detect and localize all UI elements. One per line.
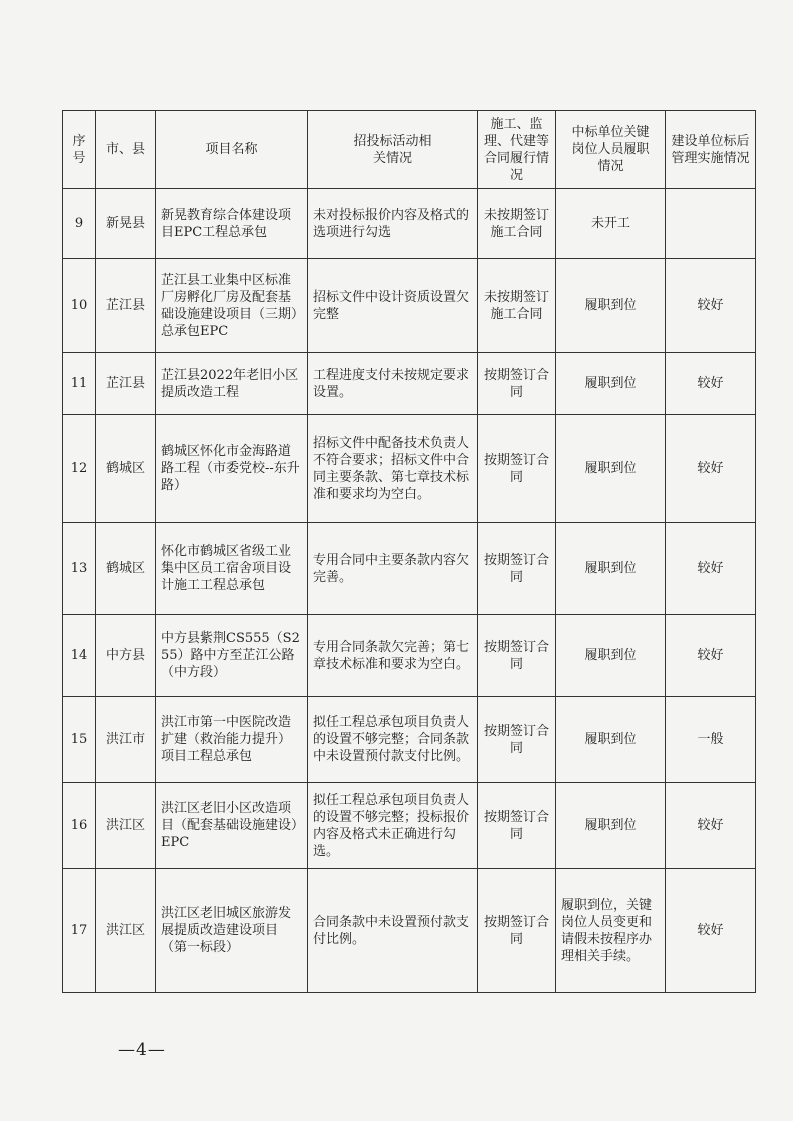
cell-contract: 按期签订合同 — [478, 353, 556, 415]
cell-personnel: 履职到位 — [556, 353, 666, 415]
cell-contract: 按期签订合同 — [478, 615, 556, 697]
cell-project: 鹤城区怀化市金海路道路工程（市委党校--东升路） — [156, 415, 308, 523]
cell-project: 芷江县2022年老旧小区提质改造工程 — [156, 353, 308, 415]
table-row — [63, 189, 756, 259]
cell-personnel: 履职到位，关键岗位人员变更和请假未按程序办理相关手续。 — [556, 869, 666, 993]
cell-personnel: 履职到位 — [556, 697, 666, 783]
cell-bidding: 招标文件中配备技术负责人不符合要求；招标文件中合同主要条款、第七章技术标准和要求均为空白。 — [308, 415, 478, 523]
cell-bidding: 拟任工程总承包项目负责人的设置不够完整；投标报价内容及格式未正确进行勾选。 — [308, 783, 478, 869]
table-row — [63, 697, 756, 783]
cell-seq: 16 — [63, 783, 96, 869]
table-row — [63, 869, 756, 993]
header-seq: 序号 — [63, 111, 96, 189]
cell-personnel: 履职到位 — [556, 415, 666, 523]
cell-management: 较好 — [666, 353, 756, 415]
cell-county: 中方县 — [96, 615, 156, 697]
cell-contract: 按期签订合同 — [478, 869, 556, 993]
cell-personnel: 履职到位 — [556, 615, 666, 697]
cell-county: 芷江县 — [96, 259, 156, 353]
header-management: 建设单位标后管理实施情况 — [666, 111, 756, 189]
cell-contract: 未按期签订施工合同 — [478, 259, 556, 353]
header-contract: 施工、监理、代建等合同履行情况 — [478, 111, 556, 189]
cell-contract: 按期签订合同 — [478, 783, 556, 869]
cell-seq: 12 — [63, 415, 96, 523]
cell-seq: 15 — [63, 697, 96, 783]
cell-project: 中方县紫荆CS555（S255）路中方至芷江公路（中方段） — [156, 615, 308, 697]
cell-personnel: 履职到位 — [556, 523, 666, 615]
cell-county: 洪江市 — [96, 697, 156, 783]
table-header-row — [63, 111, 756, 189]
cell-project: 怀化市鹤城区省级工业集中区员工宿舍项目设计施工工程总承包 — [156, 523, 308, 615]
cell-management: 较好 — [666, 523, 756, 615]
project-table — [62, 110, 756, 993]
cell-county: 鹤城区 — [96, 523, 156, 615]
table-row — [63, 415, 756, 523]
cell-project: 芷江县工业集中区标准厂房孵化厂房及配套基础设施建设项目（三期）总承包EPC — [156, 259, 308, 353]
header-personnel: 中标单位关键岗位人员履职情况 — [556, 111, 666, 189]
cell-county: 新晃县 — [96, 189, 156, 259]
cell-contract: 未按期签订施工合同 — [478, 189, 556, 259]
cell-bidding: 招标文件中设计资质设置欠完整 — [308, 259, 478, 353]
cell-seq: 14 — [63, 615, 96, 697]
table-row — [63, 259, 756, 353]
cell-seq: 17 — [63, 869, 96, 993]
cell-county: 洪江区 — [96, 869, 156, 993]
header-county: 市、县 — [96, 111, 156, 189]
table-row — [63, 783, 756, 869]
cell-project: 洪江区老旧小区改造项目（配套基础设施建设）EPC — [156, 783, 308, 869]
cell-project: 洪江区老旧城区旅游发展提质改造建设项目（第一标段） — [156, 869, 308, 993]
cell-bidding: 工程进度支付未按规定要求设置。 — [308, 353, 478, 415]
cell-seq: 11 — [63, 353, 96, 415]
cell-personnel: 履职到位 — [556, 783, 666, 869]
cell-county: 芷江县 — [96, 353, 156, 415]
header-bidding: 招投标活动相关情况 — [308, 111, 478, 189]
table-row — [63, 523, 756, 615]
cell-bidding: 专用合同中主要条款内容欠完善。 — [308, 523, 478, 615]
cell-bidding: 拟任工程总承包项目负责人的设置不够完整；合同条款中未设置预付款支付比例。 — [308, 697, 478, 783]
cell-management — [666, 189, 756, 259]
cell-project: 洪江市第一中医院改造扩建（救治能力提升）项目工程总承包 — [156, 697, 308, 783]
cell-county: 鹤城区 — [96, 415, 156, 523]
table-row — [63, 615, 756, 697]
table-row — [63, 353, 756, 415]
cell-seq: 13 — [63, 523, 96, 615]
cell-management: 较好 — [666, 869, 756, 993]
cell-management: 较好 — [666, 783, 756, 869]
cell-seq: 10 — [63, 259, 96, 353]
cell-management: 较好 — [666, 259, 756, 353]
header-project: 项目名称 — [156, 111, 308, 189]
cell-contract: 按期签订合同 — [478, 523, 556, 615]
cell-contract: 按期签订合同 — [478, 697, 556, 783]
cell-seq: 9 — [63, 189, 96, 259]
cell-management: 一般 — [666, 697, 756, 783]
cell-personnel: 履职到位 — [556, 259, 666, 353]
page-number: —4— — [118, 1040, 166, 1060]
cell-bidding: 合同条款中未设置预付款支付比例。 — [308, 869, 478, 993]
cell-contract: 按期签订合同 — [478, 415, 556, 523]
cell-personnel: 未开工 — [556, 189, 666, 259]
cell-county: 洪江区 — [96, 783, 156, 869]
cell-project: 新晃教育综合体建设项目EPC工程总承包 — [156, 189, 308, 259]
cell-bidding: 专用合同条款欠完善；第七章技术标准和要求为空白。 — [308, 615, 478, 697]
cell-bidding: 未对投标报价内容及格式的选项进行勾选 — [308, 189, 478, 259]
cell-management: 较好 — [666, 615, 756, 697]
cell-management: 较好 — [666, 415, 756, 523]
